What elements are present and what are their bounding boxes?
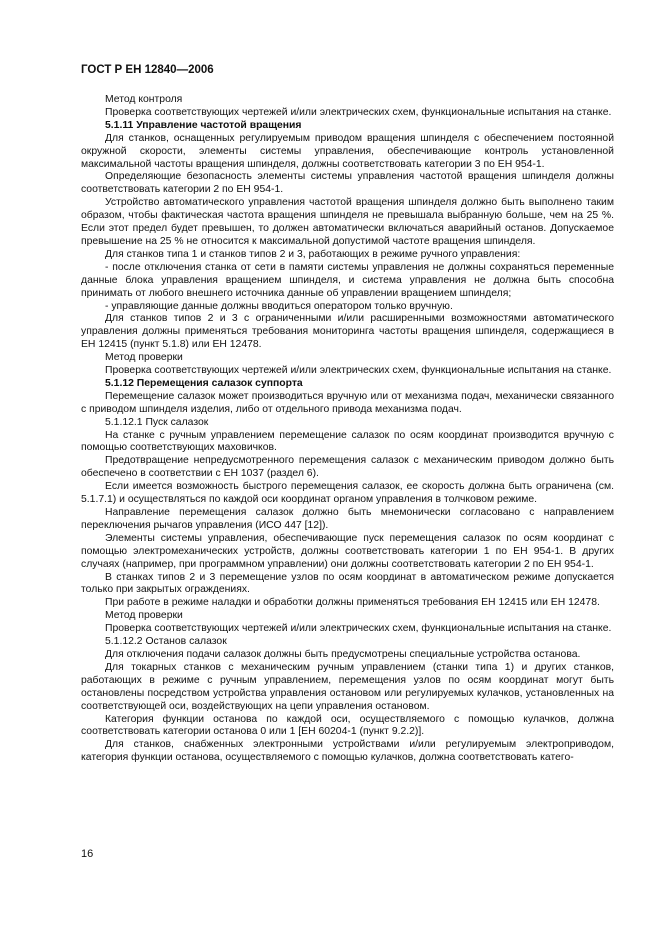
section-heading: 5.1.12 Перемещения салазок суппорта [105,377,303,389]
paragraph: Категория функции останова по каждой оси, осуществляемого с помощью кулачков, должна соответствовать категории останова 0 или 1 [ЕН 60204-1 (пункт 9.2.2)]. [81,713,614,738]
paragraph: Метод проверки [105,352,183,364]
paragraph: При работе в режиме наладки и обработки должны применяться требования ЕН 12415 или ЕН 12478. [105,597,600,609]
paragraph: 5.1.12.2 Останов салазок [105,636,227,648]
document-header: ГОСТ Р ЕН 12840—2006 [81,64,214,76]
paragraph: Метод проверки [105,610,183,622]
paragraph: Для станков типов 2 и 3 с ограниченными и/или расширенными возможностями автоматического управления должны применяться требования мониторинга частоты вращения шпинделя, содержащиеся в ЕН 12415 (пункт 5.1.8) или ЕН 12478. [81,313,614,351]
paragraph: Для станков, оснащенных регулируемым приводом вращения шпинделя с обеспечением постоянной окружной скорости, элементы системы управления, обеспечивающие контроль установленной максимальной частоты вращения шпинделя, должны соответствовать категории 3 по ЕН 954-1. [81,132,614,170]
paragraph: Метод контроля [105,94,183,105]
paragraph: - управляющие данные должны вводиться оператором только вручную. [105,300,453,312]
paragraph: Для станков, снабженных электронными устройствами и/или регулируемым электроприводом, категория функции останова, осуществляемого с помощью кулачков, должна соответствовать катего- [81,739,614,764]
page-number: 16 [81,848,94,860]
paragraph: Для станков типа 1 и станков типов 2 и 3, работающих в режиме ручного управления: [105,248,521,260]
paragraph: Направление перемещения салазок должно быть мнемонически согласовано с направлением переключения рычагов управления (ИСО 447 [12]). [81,507,614,531]
paragraph: Определяющие безопасность элементы системы управления частотой вращения шпинделя должны соответствовать категории 2 по ЕН 954-1. [81,171,614,196]
paragraph: Устройство автоматического управления частотой вращения шпинделя должно быть выполнено таким образом, чтобы фактическая частота вращения шпинделя не превышала выбранную больше, чем на 25 %. Если этот предел будет превышен, то должен автоматически включаться аварийный останов. Допускаемое превышение на 25 % не относится к максимальной допустимой частоте вращения шпинделя. [81,197,614,247]
paragraph: Элементы системы управления, обеспечивающие пуск перемещения салазок по осям координат с помощью электромеханических устройств, должны соответствовать категории 1 по ЕН 954-1. В других случаях (например, при программном управлении) они должны соответствовать категории 2 по ЕН 954-1. [81,532,614,570]
paragraph: Для отключения подачи салазок должны быть предусмотрены специальные устройства останова. [105,648,581,660]
paragraph: Проверка соответствующих чертежей и/или электрических схем, функциональные испытания на станке. [105,623,612,635]
paragraph: 5.1.12.1 Пуск салазок [105,416,209,428]
paragraph: В станках типов 2 и 3 перемещение узлов по осям координат в автоматическом режиме допускается только при закрытых ограждениях. [81,571,614,596]
paragraph: Для токарных станков с механическим ручным управлением (станки типа 1) и других станков, работающих в режиме с ручным управлением, перемещения узлов по осям координат могут быть остановлены посредством устройства управления остановом или регулируемых кулачков, установленных на соответствующей оси, воздействующих на цепи управления остановом. [81,661,614,712]
paragraph: Предотвращение непредусмотренного перемещения салазок с механическим приводом должно быть обеспечено в соответствии с ЕН 1037 (раздел 6). [81,455,614,480]
paragraph: Проверка соответствующих чертежей и/или электрических схем, функциональные испытания на станке. [105,365,612,377]
paragraph: - после отключения станка от сети в памяти системы управления не должны сохраняться переменные данные блока управления вращением шпинделя, и система управления не должна быть способна принимать от любого внешнего источника данные об управлении вращением шпинделя; [81,261,614,299]
document-body [81,94,614,765]
paragraph: Перемещение салазок может производиться вручную или от механизма подач, механически связанного с приводом шпинделя изделия, либо от отдельного привода механизма подач. [81,390,614,415]
section-heading: 5.1.11 Управление частотой вращения [105,119,302,131]
paragraph: На станке с ручным управлением перемещение салазок по осям координат производится вручную с помощью соответствующих маховичков. [81,429,614,454]
paragraph: Проверка соответствующих чертежей и/или электрических схем, функциональные испытания на станке. [105,106,612,118]
paragraph: Если имеется возможность быстрого перемещения салазок, ее скорость должна быть ограничена (см. 5.1.7.1) и осуществляться по каждой оси координат органом управления в толчковом режиме. [81,481,614,506]
